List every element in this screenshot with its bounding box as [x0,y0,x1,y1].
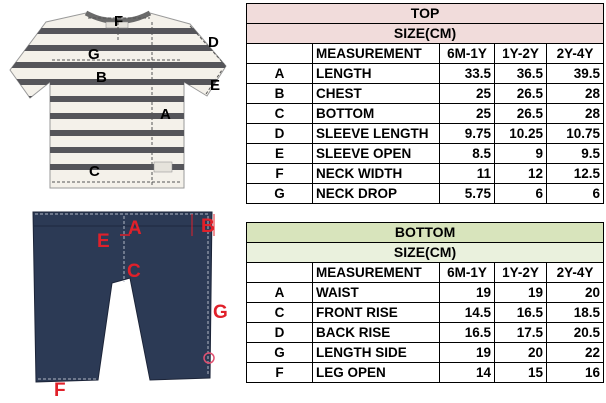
shorts-label-g: G [213,302,228,323]
size-value: 33.5 [440,64,495,84]
table-row [247,104,604,124]
size-value: 19 [495,283,547,303]
size-value: 10.75 [547,124,604,144]
measurement-name: BACK RISE [313,323,440,343]
bottom-header-measurement: MEASUREMENT [313,263,440,283]
shorts-illustration [33,212,228,401]
table-row [247,303,604,323]
measurement-code: A [247,64,313,84]
table-row [247,184,604,204]
shirt-label-a: A [160,106,171,123]
top-header-size2: 1Y-2Y [495,44,547,64]
bottom-size-label: SIZE(CM) [247,243,604,263]
measurement-name: FRONT RISE [313,303,440,323]
shorts-label-e: E [97,231,110,252]
shorts-label-a: A [128,218,142,239]
measurement-name: WAIST [313,283,440,303]
size-value: 17.5 [495,323,547,343]
size-value: 9 [495,144,547,164]
size-value: 19 [440,283,495,303]
top-size-label: SIZE(CM) [247,24,604,44]
hem-tag [154,162,172,172]
bottom-header-size2: 1Y-2Y [495,263,547,283]
size-value: 10.25 [495,124,547,144]
measurement-code: C [247,104,313,124]
size-value: 14 [440,363,495,383]
table-row [247,343,604,363]
measurement-code: B [247,84,313,104]
size-value: 22 [547,343,604,363]
size-value: 12 [495,164,547,184]
garment-illustrations [0,0,246,403]
size-value: 12.5 [547,164,604,184]
measurement-name: NECK WIDTH [313,164,440,184]
measurement-code: F [247,164,313,184]
measurement-code: A [247,283,313,303]
table-row [247,144,604,164]
shirt-label-g: G [88,46,100,63]
shirt-label-c: C [89,163,100,180]
measurement-name: SLEEVE OPEN [313,144,440,164]
measurement-code: E [247,144,313,164]
bottom-header-row [247,263,604,283]
size-value: 6 [495,184,547,204]
size-value: 8.5 [440,144,495,164]
top-table-title: TOP [247,4,604,24]
top-header-row [247,44,604,64]
measurement-name: LENGTH SIDE [313,343,440,363]
table-row [247,124,604,144]
size-value: 16.5 [495,303,547,323]
table-row [247,64,604,84]
shorts-label-c: C [127,261,141,282]
measurement-code: G [247,184,313,204]
size-value: 16.5 [440,323,495,343]
measurement-name: SLEEVE LENGTH [313,124,440,144]
measurement-name: CHEST [313,84,440,104]
measurement-name: LEG OPEN [313,363,440,383]
bottom-size-table [246,222,604,383]
measurement-name: BOTTOM [313,104,440,124]
top-header-measurement: MEASUREMENT [313,44,440,64]
size-value: 28 [547,104,604,124]
size-value: 26.5 [495,84,547,104]
table-row [247,84,604,104]
size-value: 36.5 [495,64,547,84]
size-value: 9.75 [440,124,495,144]
size-value: 39.5 [547,64,604,84]
top-header-size3: 2Y-4Y [547,44,604,64]
bottom-header-size3: 2Y-4Y [547,263,604,283]
measurement-code: D [247,124,313,144]
size-value: 5.75 [440,184,495,204]
size-value: 20 [547,283,604,303]
table-row [247,323,604,343]
measurement-code: C [247,303,313,323]
size-value: 28 [547,84,604,104]
top-size-table [246,3,604,204]
size-value: 18.5 [547,303,604,323]
size-value: 16 [547,363,604,383]
table-row [247,363,604,383]
size-value: 11 [440,164,495,184]
shorts-label-f: F [54,380,66,401]
top-header-size1: 6M-1Y [440,44,495,64]
measurement-code: D [247,323,313,343]
measurement-name: LENGTH [313,64,440,84]
table-row [247,283,604,303]
size-value: 25 [440,104,495,124]
size-value: 25 [440,84,495,104]
tshirt-illustration [0,13,246,188]
shorts-label-b: B [201,216,215,237]
size-value: 20 [495,343,547,363]
size-value: 6 [547,184,604,204]
measurement-code: G [247,343,313,363]
size-value: 9.5 [547,144,604,164]
measurement-name: NECK DROP [313,184,440,204]
bottom-header-size1: 6M-1Y [440,263,495,283]
measurement-code: F [247,363,313,383]
shirt-label-f: F [114,13,124,30]
bottom-table-title: BOTTOM [247,223,604,243]
size-value: 14.5 [440,303,495,323]
size-value: 15 [495,363,547,383]
shirt-label-b: B [96,69,107,86]
size-value: 20.5 [547,323,604,343]
table-row [247,164,604,184]
size-value: 19 [440,343,495,363]
size-value: 26.5 [495,104,547,124]
shirt-label-e: E [210,77,221,94]
shirt-label-d: D [208,34,219,51]
